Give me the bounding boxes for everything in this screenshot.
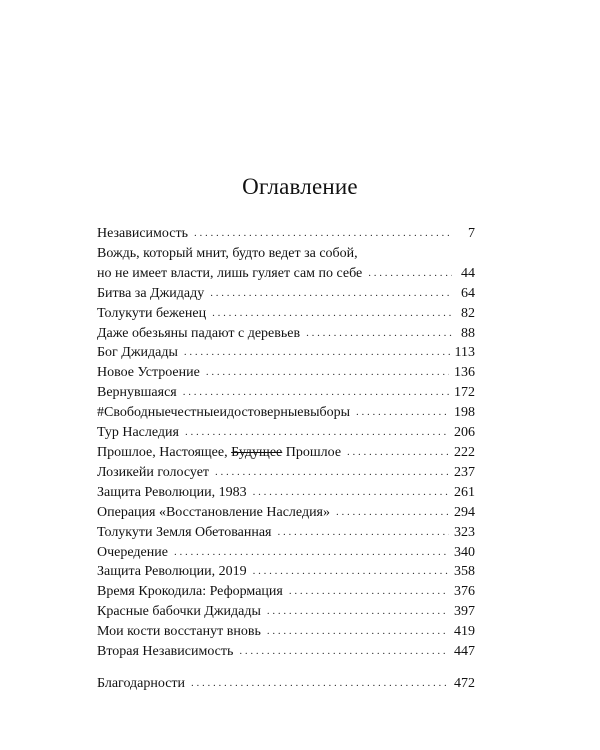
- toc-entry-god-of-jidada: [97, 343, 475, 363]
- toc-leader-dots: [174, 543, 449, 563]
- toc-page-number: 113: [454, 345, 475, 361]
- toc-page-number: 44: [461, 265, 475, 281]
- toc-entry-defence-2019: [97, 562, 475, 582]
- toc-entry-new-dispensation: [97, 363, 475, 383]
- toc-entry-title: Защита Революции, 2019: [97, 564, 247, 580]
- toc-entry-title: Тур Наследия: [97, 425, 179, 441]
- toc-entry-title: #Свободныечестныеидостоверныевыборы: [97, 405, 351, 421]
- toc-entry-tolukuti-refugee: [97, 304, 475, 324]
- toc-entry-acknowledgements: [97, 674, 475, 694]
- toc-page-number: 397: [454, 604, 475, 620]
- toc-entry-title: Даже обезьяны падают с деревьев: [97, 325, 301, 341]
- toc-page-number: 88: [461, 325, 475, 341]
- toc-leader-dots: [212, 304, 452, 324]
- toc-leader-dots: [206, 363, 449, 383]
- toc-entry-crocodile-reformation: [97, 582, 475, 602]
- toc-page-number: 172: [454, 385, 475, 401]
- toc-entry-title-part1: Прошлое, Настоящее,: [97, 444, 232, 460]
- toc-leader-dots: [306, 324, 452, 344]
- toc-page-number: 222: [454, 444, 475, 460]
- toc-leader-dots: [184, 343, 450, 363]
- toc-entry-promised-land: [97, 523, 475, 543]
- toc-page-number: 64: [461, 285, 475, 301]
- toc-entry-title: Битва за Джидаду: [97, 285, 205, 301]
- toc-entry-free-fair-elections: [97, 403, 475, 423]
- toc-entry-title: Защита Революции, 1983: [97, 484, 247, 500]
- toc-leader-dots: [336, 503, 449, 523]
- toc-page-number: 419: [454, 624, 475, 640]
- toc-page-number: 472: [454, 675, 475, 691]
- toc-leader-dots: [194, 224, 452, 244]
- toc-leader-dots: [267, 622, 449, 642]
- toc-entry-title: [97, 443, 341, 463]
- toc-entry-title: Бог Джидады: [97, 345, 178, 361]
- toc-page-number: 323: [454, 524, 475, 540]
- toc-entry-title: Толукути беженец: [97, 305, 207, 321]
- toc-leader-dots: [253, 562, 449, 582]
- toc-entry-battle-for-jidada: [97, 284, 475, 304]
- toc-entry-title: Независимость: [97, 226, 188, 241]
- toc-entry-title: Очередение: [97, 544, 168, 560]
- toc-entry-queueing: [97, 543, 475, 563]
- toc-entry-second-independence: [97, 642, 475, 662]
- toc-page-number: 358: [454, 564, 475, 580]
- toc-leader-dots: [347, 443, 449, 463]
- toc-entry-chief: [97, 244, 475, 284]
- toc-entry-title-struck: Будущее: [231, 444, 283, 460]
- toc-entry-title-part2: Прошлое: [282, 444, 342, 460]
- toc-entry-legacy-tour: [97, 423, 475, 443]
- toc-leader-dots: [356, 403, 449, 423]
- toc-entry-returned: [97, 383, 475, 403]
- toc-page-number: 136: [454, 365, 475, 381]
- toc-leader-dots: [253, 483, 449, 503]
- toc-entry-lozikeyi-votes: [97, 463, 475, 483]
- toc-leader-dots: [278, 523, 449, 543]
- toc-entry-title: Благодарности: [97, 675, 186, 691]
- toc-page-number: 376: [454, 584, 475, 600]
- toc-entry-title: Толукути Земля Обетованная: [97, 524, 272, 540]
- toc-entry-defence-1983: [97, 483, 475, 503]
- toc-entry-title: Красные бабочки Джидады: [97, 604, 261, 620]
- toc-entry-bones-rise: [97, 622, 475, 642]
- toc-entry-title: Операция «Восстановление Наследия»: [97, 504, 330, 520]
- toc-entry-title: Вернувшаяся: [97, 385, 177, 401]
- toc-leader-dots: [183, 383, 449, 403]
- toc-entry-title-line1: Вождь, который мнит, будто ведет за собой,: [97, 245, 358, 261]
- toc-page-number: 340: [454, 544, 475, 560]
- toc-entry-title: Вторая Независимость: [97, 644, 234, 660]
- toc-list: [97, 224, 475, 694]
- toc-entry-monkeys-fall: [97, 324, 475, 344]
- toc-page-number: 447: [454, 644, 475, 660]
- toc-page-number: 82: [461, 305, 475, 321]
- toc-page-number: 261: [454, 484, 475, 500]
- toc-entry-title: Время Крокодила: Реформация: [97, 584, 283, 600]
- toc-entry-title: Лозикейи голосует: [97, 464, 210, 480]
- toc-entry-title-line2: но не имеет власти, лишь гуляет сам по себе: [97, 265, 363, 281]
- toc-leader-dots: [185, 423, 449, 443]
- toc-page-number: 206: [454, 425, 475, 441]
- toc-leader-dots: [289, 582, 449, 602]
- toc-page-number: 198: [454, 405, 475, 421]
- toc-page-number: 7: [468, 226, 475, 241]
- toc-title: Оглавление: [242, 174, 358, 199]
- toc-entry-past-present-past: [97, 443, 475, 463]
- toc-page-number: 294: [454, 504, 475, 520]
- toc-leader-dots: [239, 642, 449, 662]
- toc-leader-dots: [368, 264, 452, 284]
- toc-page-number: 237: [454, 464, 475, 480]
- toc-entry-title: Новое Устроение: [97, 365, 200, 381]
- toc-leader-dots: [215, 463, 449, 483]
- toc-leader-dots: [267, 602, 449, 622]
- toc-entry-title: Мои кости восстанут вновь: [97, 624, 261, 640]
- toc-leader-dots: [191, 674, 449, 694]
- toc-entry-red-butterflies: [97, 602, 475, 622]
- toc-entry-independence: [97, 224, 475, 244]
- toc-leader-dots: [210, 284, 452, 304]
- toc-entry-operation-restore-legacy: [97, 503, 475, 523]
